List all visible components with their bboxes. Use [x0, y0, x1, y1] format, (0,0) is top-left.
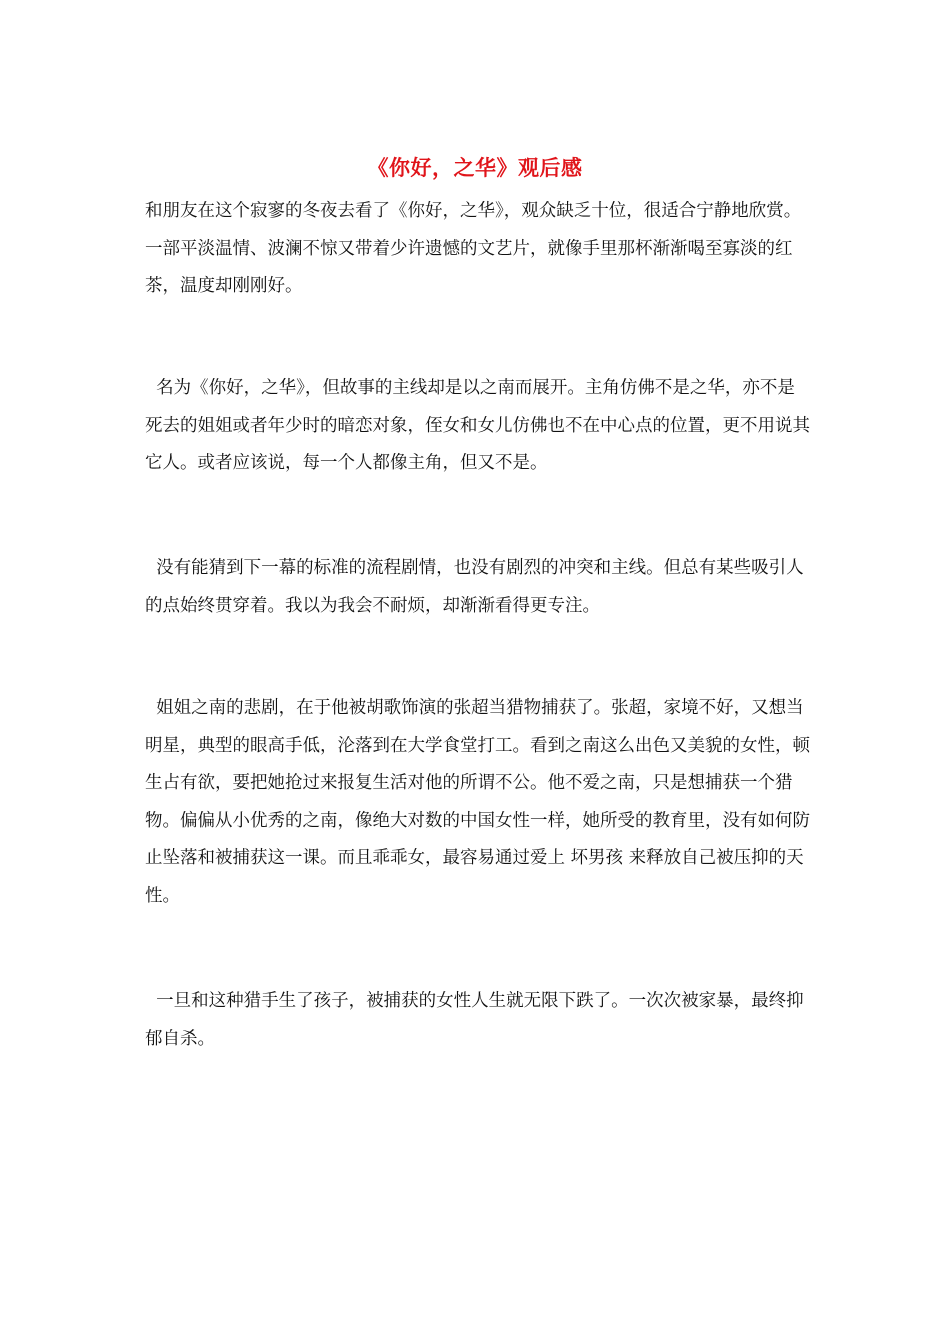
paragraph-3: 没有能猜到下一幕的标准的流程剧情，也没有剧烈的冲突和主线。但总有某些吸引人的点始终贯穿着。我以为我会不耐烦，却渐渐看得更专注。 [145, 558, 804, 616]
paragraph-5: 一旦和这种猎手生了孩子，被捕获的女性人生就无限下跌了。一次次被家暴，最终抑郁自杀。 [145, 991, 804, 1049]
paragraph-2: 名为《你好，之华》，但故事的主线却是以之南而展开。主角仿佛不是之华，亦不是死去的姐姐或者年少时的暗恋对象，侄女和女儿仿佛也不在中心点的位置，更不用说其它人。或者应该说，每一个人都像主角，但又不是。 [145, 378, 810, 473]
paragraph-1: 和朋友在这个寂寥的冬夜去看了《你好，之华》，观众缺乏十位，很适合宁静地欣赏。一部平淡温情、波澜不惊又带着少许遗憾的文艺片，就像手里那杯渐渐喝至寡淡的红茶，温度却刚刚好。 [145, 201, 802, 296]
document-title: 《你好，之华》观后感 [367, 155, 583, 180]
paragraph-4: 姐姐之南的悲剧，在于他被胡歌饰演的张超当猎物捕获了。张超，家境不好，又想当明星，典型的眼高手低，沦落到在大学食堂打工。看到之南这么出色又美貌的女性，顿生占有欲，要把她抢过来报复生活对他的所谓不公。他不爱之南，只是想捕获一个猎物。偏偏从小优秀的之南，像绝大对数的中国女性一样，她所受的教育里，没有如何防止坠落和被捕获这一课。而且乖乖女，最容易通过爱上 坏男孩 来释放自己被压抑的天性。 [145, 698, 810, 906]
